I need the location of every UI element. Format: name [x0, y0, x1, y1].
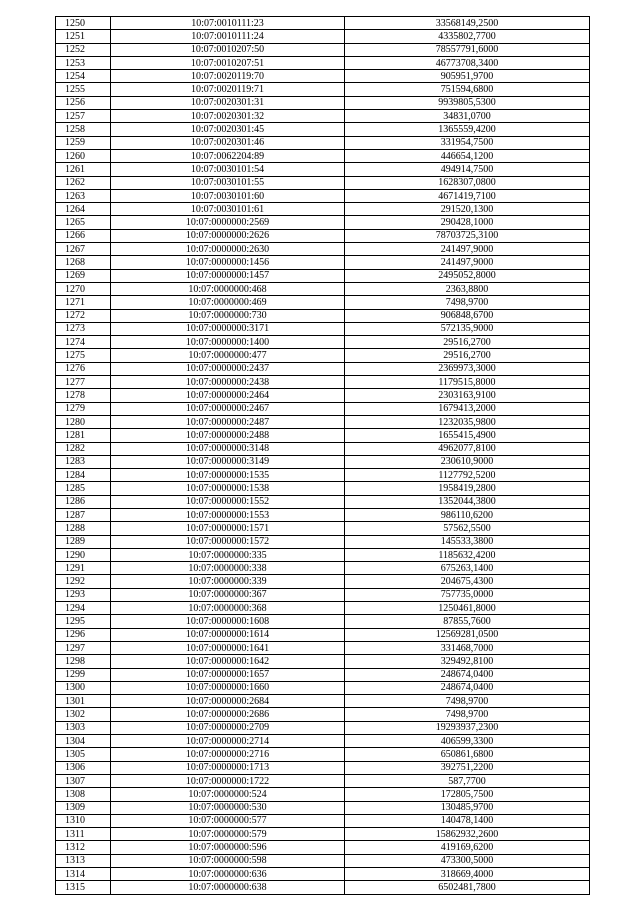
cadastral-number-cell: 10:07:0000000:1535 [111, 469, 345, 482]
table-row [56, 508, 590, 521]
cadastral-number-cell: 10:07:0000000:2488 [111, 429, 345, 442]
row-number-cell: 1266 [56, 229, 111, 242]
cadastral-number-cell: 10:07:0000000:1608 [111, 615, 345, 628]
cadastral-number-cell: 10:07:0000000:1572 [111, 535, 345, 548]
row-number-cell: 1258 [56, 123, 111, 136]
table-row [56, 136, 590, 149]
value-cell: 757735,0000 [345, 588, 590, 601]
table-row [56, 70, 590, 83]
cadastral-number-cell: 10:07:0000000:2467 [111, 402, 345, 415]
cadastral-number-cell: 10:07:0000000:477 [111, 349, 345, 362]
row-number-cell: 1290 [56, 548, 111, 561]
value-cell: 19293937,2300 [345, 721, 590, 734]
table-row [56, 455, 590, 468]
cadastral-number-cell: 10:07:0000000:1400 [111, 336, 345, 349]
row-number-cell: 1291 [56, 562, 111, 575]
cadastral-number-cell: 10:07:0000000:469 [111, 296, 345, 309]
table-row [56, 695, 590, 708]
table-row [56, 588, 590, 601]
value-cell: 2363,8800 [345, 282, 590, 295]
row-number-cell: 1313 [56, 854, 111, 867]
row-number-cell: 1300 [56, 681, 111, 694]
table-row [56, 83, 590, 96]
row-number-cell: 1310 [56, 814, 111, 827]
row-number-cell: 1293 [56, 588, 111, 601]
row-number-cell: 1250 [56, 17, 111, 30]
row-number-cell: 1312 [56, 841, 111, 854]
cadastral-number-cell: 10:07:0000000:524 [111, 788, 345, 801]
value-cell: 406599,3300 [345, 735, 590, 748]
table-row [56, 415, 590, 428]
cadastral-number-cell: 10:07:0000000:598 [111, 854, 345, 867]
table-row [56, 176, 590, 189]
value-cell: 473300,5000 [345, 854, 590, 867]
value-cell: 15862932,2600 [345, 828, 590, 841]
table-row [56, 56, 590, 69]
cadastral-number-cell: 10:07:0000000:3149 [111, 455, 345, 468]
value-cell: 145533,3800 [345, 535, 590, 548]
table-row [56, 868, 590, 881]
cadastral-number-cell: 10:07:0030101:55 [111, 176, 345, 189]
cadastral-number-cell: 10:07:0000000:468 [111, 282, 345, 295]
cadastral-number-cell: 10:07:0000000:530 [111, 801, 345, 814]
row-number-cell: 1268 [56, 256, 111, 269]
value-cell: 1352044,3800 [345, 495, 590, 508]
table-row [56, 655, 590, 668]
row-number-cell: 1275 [56, 349, 111, 362]
cadastral-number-cell: 10:07:0000000:1553 [111, 508, 345, 521]
row-number-cell: 1255 [56, 83, 111, 96]
cadastral-number-cell: 10:07:0000000:2438 [111, 376, 345, 389]
table-row [56, 814, 590, 827]
value-cell: 57562,5500 [345, 522, 590, 535]
row-number-cell: 1271 [56, 296, 111, 309]
table-row [56, 149, 590, 162]
table-row [56, 748, 590, 761]
value-cell: 318669,4000 [345, 868, 590, 881]
row-number-cell: 1298 [56, 655, 111, 668]
row-number-cell: 1283 [56, 455, 111, 468]
row-number-cell: 1281 [56, 429, 111, 442]
table-row [56, 562, 590, 575]
table-row [56, 349, 590, 362]
row-number-cell: 1292 [56, 575, 111, 588]
table-row [56, 774, 590, 787]
row-number-cell: 1259 [56, 136, 111, 149]
cadastral-number-cell: 10:07:0000000:338 [111, 562, 345, 575]
cadastral-number-cell: 10:07:0020119:71 [111, 83, 345, 96]
row-number-cell: 1276 [56, 362, 111, 375]
value-cell: 1185632,4200 [345, 548, 590, 561]
table-row [56, 402, 590, 415]
table-row [56, 535, 590, 548]
cadastral-number-cell: 10:07:0000000:1641 [111, 641, 345, 654]
value-cell: 230610,9000 [345, 455, 590, 468]
table-row [56, 429, 590, 442]
row-number-cell: 1309 [56, 801, 111, 814]
row-number-cell: 1265 [56, 216, 111, 229]
cadastral-number-cell: 10:07:0000000:1571 [111, 522, 345, 535]
row-number-cell: 1299 [56, 668, 111, 681]
table-row [56, 269, 590, 282]
value-cell: 4335802,7700 [345, 30, 590, 43]
table-row [56, 881, 590, 894]
cadastral-number-cell: 10:07:0010207:51 [111, 56, 345, 69]
value-cell: 392751,2200 [345, 761, 590, 774]
row-number-cell: 1314 [56, 868, 111, 881]
value-cell: 1127792,5200 [345, 469, 590, 482]
cadastral-value-table [55, 16, 590, 895]
value-cell: 1250461,8000 [345, 602, 590, 615]
table-row [56, 615, 590, 628]
value-cell: 78557791,6000 [345, 43, 590, 56]
value-cell: 7498,9700 [345, 695, 590, 708]
cadastral-number-cell: 10:07:0000000:579 [111, 828, 345, 841]
value-cell: 29516,2700 [345, 336, 590, 349]
row-number-cell: 1315 [56, 881, 111, 894]
row-number-cell: 1256 [56, 96, 111, 109]
table-row [56, 469, 590, 482]
table-row [56, 282, 590, 295]
value-cell: 1179515,8000 [345, 376, 590, 389]
row-number-cell: 1252 [56, 43, 111, 56]
cadastral-number-cell: 10:07:0000000:1722 [111, 774, 345, 787]
cadastral-number-cell: 10:07:0000000:1660 [111, 681, 345, 694]
cadastral-number-cell: 10:07:0010207:50 [111, 43, 345, 56]
value-cell: 46773708,3400 [345, 56, 590, 69]
cadastral-number-cell: 10:07:0020301:45 [111, 123, 345, 136]
value-cell: 1232035,9800 [345, 415, 590, 428]
value-cell: 1655415,4900 [345, 429, 590, 442]
value-cell: 290428,1000 [345, 216, 590, 229]
row-number-cell: 1254 [56, 70, 111, 83]
row-number-cell: 1296 [56, 628, 111, 641]
row-number-cell: 1269 [56, 269, 111, 282]
cadastral-number-cell: 10:07:0000000:1642 [111, 655, 345, 668]
table-row [56, 681, 590, 694]
cadastral-number-cell: 10:07:0000000:1457 [111, 269, 345, 282]
value-cell: 78703725,3100 [345, 229, 590, 242]
table-row [56, 362, 590, 375]
table-row [56, 628, 590, 641]
row-number-cell: 1277 [56, 376, 111, 389]
table-row [56, 801, 590, 814]
row-number-cell: 1288 [56, 522, 111, 535]
cadastral-number-cell: 10:07:0000000:3171 [111, 322, 345, 335]
cadastral-number-cell: 10:07:0010111:24 [111, 30, 345, 43]
table-row [56, 442, 590, 455]
table-row [56, 668, 590, 681]
row-number-cell: 1257 [56, 110, 111, 123]
row-number-cell: 1297 [56, 641, 111, 654]
table-row [56, 309, 590, 322]
cadastral-number-cell: 10:07:0010111:23 [111, 17, 345, 30]
table-row [56, 721, 590, 734]
table-row [56, 216, 590, 229]
table-row [56, 229, 590, 242]
row-number-cell: 1305 [56, 748, 111, 761]
value-cell: 12569281,0500 [345, 628, 590, 641]
table-row [56, 203, 590, 216]
value-cell: 906848,6700 [345, 309, 590, 322]
row-number-cell: 1301 [56, 695, 111, 708]
row-number-cell: 1267 [56, 243, 111, 256]
cadastral-number-cell: 10:07:0000000:1552 [111, 495, 345, 508]
row-number-cell: 1274 [56, 336, 111, 349]
cadastral-number-cell: 10:07:0020301:46 [111, 136, 345, 149]
row-number-cell: 1279 [56, 402, 111, 415]
table-row [56, 17, 590, 30]
table-row [56, 828, 590, 841]
value-cell: 6502481,7800 [345, 881, 590, 894]
value-cell: 675263,1400 [345, 562, 590, 575]
value-cell: 331468,7000 [345, 641, 590, 654]
row-number-cell: 1253 [56, 56, 111, 69]
value-cell: 248674,0400 [345, 681, 590, 694]
value-cell: 7498,9700 [345, 708, 590, 721]
cadastral-number-cell: 10:07:0000000:2686 [111, 708, 345, 721]
table-row [56, 163, 590, 176]
cadastral-number-cell: 10:07:0020301:32 [111, 110, 345, 123]
cadastral-number-cell: 10:07:0000000:2487 [111, 415, 345, 428]
cadastral-number-cell: 10:07:0000000:2464 [111, 389, 345, 402]
row-number-cell: 1264 [56, 203, 111, 216]
row-number-cell: 1307 [56, 774, 111, 787]
row-number-cell: 1304 [56, 735, 111, 748]
cadastral-number-cell: 10:07:0030101:61 [111, 203, 345, 216]
value-cell: 241497,9000 [345, 243, 590, 256]
row-number-cell: 1280 [56, 415, 111, 428]
cadastral-number-cell: 10:07:0030101:60 [111, 189, 345, 202]
value-cell: 172805,7500 [345, 788, 590, 801]
table-row [56, 708, 590, 721]
cadastral-number-cell: 10:07:0020301:31 [111, 96, 345, 109]
table-row [56, 482, 590, 495]
cadastral-number-cell: 10:07:0000000:2569 [111, 216, 345, 229]
value-cell: 204675,4300 [345, 575, 590, 588]
table-row [56, 376, 590, 389]
table-row [56, 30, 590, 43]
value-cell: 419169,6200 [345, 841, 590, 854]
table-row [56, 256, 590, 269]
value-cell: 34831,0700 [345, 110, 590, 123]
value-cell: 241497,9000 [345, 256, 590, 269]
cadastral-number-cell: 10:07:0000000:2714 [111, 735, 345, 748]
cadastral-number-cell: 10:07:0000000:596 [111, 841, 345, 854]
row-number-cell: 1261 [56, 163, 111, 176]
cadastral-number-cell: 10:07:0000000:2630 [111, 243, 345, 256]
cadastral-number-cell: 10:07:0000000:638 [111, 881, 345, 894]
row-number-cell: 1251 [56, 30, 111, 43]
value-cell: 587,7700 [345, 774, 590, 787]
table-row [56, 548, 590, 561]
value-cell: 130485,9700 [345, 801, 590, 814]
row-number-cell: 1260 [56, 149, 111, 162]
value-cell: 446654,1200 [345, 149, 590, 162]
value-cell: 4671419,7100 [345, 189, 590, 202]
table-row [56, 761, 590, 774]
row-number-cell: 1284 [56, 469, 111, 482]
table-row [56, 788, 590, 801]
value-cell: 986110,6200 [345, 508, 590, 521]
row-number-cell: 1306 [56, 761, 111, 774]
row-number-cell: 1270 [56, 282, 111, 295]
table-row [56, 841, 590, 854]
row-number-cell: 1303 [56, 721, 111, 734]
table-row [56, 336, 590, 349]
value-cell: 87855,7600 [345, 615, 590, 628]
value-cell: 572135,9000 [345, 322, 590, 335]
cadastral-number-cell: 10:07:0000000:636 [111, 868, 345, 881]
cadastral-number-cell: 10:07:0000000:1538 [111, 482, 345, 495]
table-row [56, 854, 590, 867]
cadastral-number-cell: 10:07:0000000:339 [111, 575, 345, 588]
table-row [56, 735, 590, 748]
row-number-cell: 1289 [56, 535, 111, 548]
cadastral-number-cell: 10:07:0000000:2709 [111, 721, 345, 734]
value-cell: 4962077,8100 [345, 442, 590, 455]
row-number-cell: 1295 [56, 615, 111, 628]
row-number-cell: 1286 [56, 495, 111, 508]
value-cell: 33568149,2500 [345, 17, 590, 30]
value-cell: 2495052,8000 [345, 269, 590, 282]
value-cell: 650861,6800 [345, 748, 590, 761]
table-row [56, 43, 590, 56]
cadastral-number-cell: 10:07:0020119:70 [111, 70, 345, 83]
row-number-cell: 1282 [56, 442, 111, 455]
table-body [56, 17, 590, 895]
value-cell: 1365559,4200 [345, 123, 590, 136]
table-row [56, 495, 590, 508]
row-number-cell: 1311 [56, 828, 111, 841]
table-row [56, 602, 590, 615]
table-row [56, 322, 590, 335]
value-cell: 140478,1400 [345, 814, 590, 827]
table-row [56, 575, 590, 588]
cadastral-number-cell: 10:07:0000000:367 [111, 588, 345, 601]
cadastral-number-cell: 10:07:0030101:54 [111, 163, 345, 176]
row-number-cell: 1273 [56, 322, 111, 335]
cadastral-number-cell: 10:07:0000000:2684 [111, 695, 345, 708]
cadastral-number-cell: 10:07:0000000:1614 [111, 628, 345, 641]
value-cell: 29516,2700 [345, 349, 590, 362]
cadastral-number-cell: 10:07:0000000:3148 [111, 442, 345, 455]
value-cell: 2303163,9100 [345, 389, 590, 402]
cadastral-number-cell: 10:07:0000000:1713 [111, 761, 345, 774]
cadastral-number-cell: 10:07:0062204:89 [111, 149, 345, 162]
row-number-cell: 1285 [56, 482, 111, 495]
value-cell: 751594,6800 [345, 83, 590, 96]
table-row [56, 189, 590, 202]
table-row [56, 389, 590, 402]
value-cell: 494914,7500 [345, 163, 590, 176]
cadastral-number-cell: 10:07:0000000:1456 [111, 256, 345, 269]
table-row [56, 296, 590, 309]
table-row [56, 110, 590, 123]
row-number-cell: 1262 [56, 176, 111, 189]
table-row [56, 522, 590, 535]
cadastral-number-cell: 10:07:0000000:368 [111, 602, 345, 615]
value-cell: 248674,0400 [345, 668, 590, 681]
cadastral-number-cell: 10:07:0000000:1657 [111, 668, 345, 681]
table-row [56, 641, 590, 654]
table-row [56, 123, 590, 136]
value-cell: 291520,1300 [345, 203, 590, 216]
cadastral-number-cell: 10:07:0000000:335 [111, 548, 345, 561]
value-cell: 1958419,2800 [345, 482, 590, 495]
cadastral-number-cell: 10:07:0000000:730 [111, 309, 345, 322]
row-number-cell: 1308 [56, 788, 111, 801]
value-cell: 9939805,5300 [345, 96, 590, 109]
cadastral-number-cell: 10:07:0000000:2626 [111, 229, 345, 242]
value-cell: 329492,8100 [345, 655, 590, 668]
row-number-cell: 1272 [56, 309, 111, 322]
value-cell: 7498,9700 [345, 296, 590, 309]
row-number-cell: 1263 [56, 189, 111, 202]
cadastral-number-cell: 10:07:0000000:577 [111, 814, 345, 827]
table-row [56, 243, 590, 256]
value-cell: 905951,9700 [345, 70, 590, 83]
row-number-cell: 1302 [56, 708, 111, 721]
value-cell: 1679413,2000 [345, 402, 590, 415]
row-number-cell: 1278 [56, 389, 111, 402]
cadastral-number-cell: 10:07:0000000:2437 [111, 362, 345, 375]
table-row [56, 96, 590, 109]
row-number-cell: 1294 [56, 602, 111, 615]
value-cell: 1628307,0800 [345, 176, 590, 189]
value-cell: 331954,7500 [345, 136, 590, 149]
cadastral-number-cell: 10:07:0000000:2716 [111, 748, 345, 761]
row-number-cell: 1287 [56, 508, 111, 521]
value-cell: 2369973,3000 [345, 362, 590, 375]
